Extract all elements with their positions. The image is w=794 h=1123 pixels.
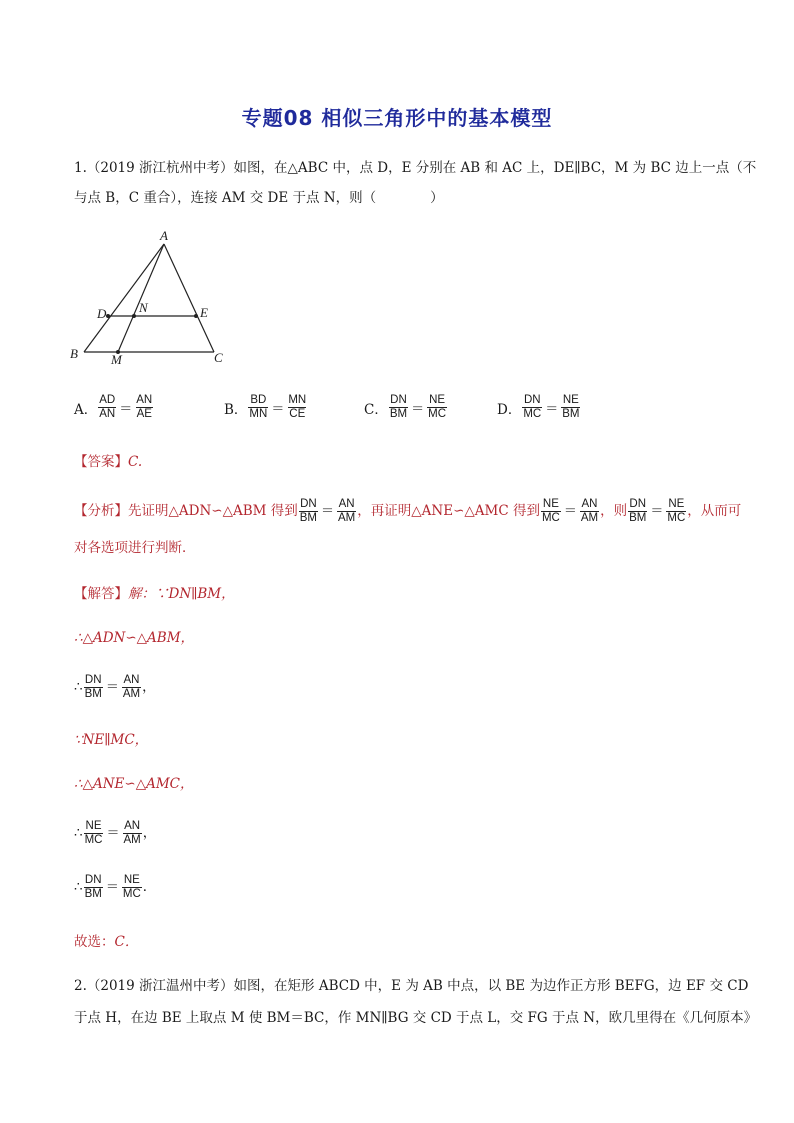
point-e bbox=[194, 314, 198, 318]
point-n bbox=[132, 314, 136, 318]
solution-first-step: 解：∵DN∥BM， bbox=[128, 586, 235, 602]
label-n: N bbox=[139, 300, 148, 315]
q1-stem-line2: 与点 B，C 重合），连接 AM 交 DE 于点 N，则（ ） bbox=[74, 190, 444, 206]
equals-sign: ＝ bbox=[105, 879, 119, 895]
equals-sign: ＝ bbox=[563, 503, 577, 519]
option-d-frac-left: $\frac{DN}{MC}$ bbox=[523, 394, 542, 420]
punctuation: ， bbox=[142, 679, 156, 695]
step-3: ∵NE∥MC， bbox=[74, 732, 149, 748]
analysis-text: 先证明△ADN∽△ABM 得到 bbox=[128, 503, 298, 519]
equals-sign: ＝ bbox=[271, 402, 285, 417]
step-frac: $\frac{DN}{BM}$ bbox=[84, 674, 102, 700]
answer-value: C. bbox=[128, 454, 143, 470]
option-a bbox=[74, 394, 154, 421]
therefore-symbol: ∴ bbox=[74, 679, 83, 695]
analysis-frac: $\frac{AN}{AM}$ bbox=[580, 498, 599, 524]
label-c: C bbox=[214, 350, 223, 365]
q1-stem-line1: 1.（2019 浙江杭州中考）如图，在△ABC 中，点 D，E 分别在 AB 和 AC 上，DE∥BC，M 为 BC 边上一点（不 bbox=[74, 160, 757, 176]
option-c-letter: C． bbox=[364, 401, 388, 418]
therefore-symbol: ∴ bbox=[74, 879, 83, 895]
step-frac: $\frac{NE}{MC}$ bbox=[122, 874, 141, 900]
option-a-frac-right: $\frac{AN}{AE}$ bbox=[136, 394, 153, 420]
q2-stem-line1: 2.（2019 浙江温州中考）如图，在矩形 ABCD 中，E 为 AB 中点，以 BE 为边作正方形 BEFG，边 EF 交 CD bbox=[74, 978, 749, 994]
label-b: B bbox=[70, 346, 78, 361]
label-m: M bbox=[111, 352, 122, 367]
option-b-letter: B． bbox=[224, 401, 248, 418]
step-1: ∴△ADN∽△ABM， bbox=[74, 630, 195, 646]
equals-sign: ＝ bbox=[105, 679, 119, 695]
option-c bbox=[364, 394, 448, 421]
choose-value: C． bbox=[114, 934, 139, 950]
analysis-frac: $\frac{NE}{MC}$ bbox=[541, 498, 560, 524]
segment-am bbox=[118, 244, 164, 352]
label-d: D bbox=[97, 306, 107, 321]
solution-label: 【解答】 bbox=[74, 586, 128, 602]
label-a: A bbox=[160, 228, 168, 243]
label-e: E bbox=[200, 305, 208, 320]
side-ab bbox=[84, 244, 164, 352]
option-b-frac-left: $\frac{BD}{MN}$ bbox=[249, 394, 268, 420]
choose-line bbox=[74, 932, 734, 952]
analysis-text: ，再证明△ANE∽△AMC 得到 bbox=[357, 503, 540, 519]
therefore-symbol: ∴ bbox=[74, 825, 83, 841]
analysis-frac: $\frac{AN}{AM}$ bbox=[338, 498, 356, 524]
option-b-frac-right: $\frac{MN}{CE}$ bbox=[288, 394, 307, 420]
equals-sign: ＝ bbox=[650, 503, 664, 519]
triangle-figure bbox=[60, 228, 240, 368]
option-a-frac-left: $\frac{AD}{AN}$ bbox=[99, 394, 116, 420]
analysis-line2: 对各选项进行判断． bbox=[74, 540, 196, 556]
punctuation: ， bbox=[142, 825, 157, 841]
answer-label: 【答案】 bbox=[74, 454, 128, 470]
option-c-frac-left: $\frac{DN}{BM}$ bbox=[389, 394, 408, 420]
analysis-text: ，从而可 bbox=[687, 503, 742, 519]
analysis-line1 bbox=[74, 496, 742, 527]
option-b bbox=[224, 394, 308, 421]
analysis-text: ，则 bbox=[600, 503, 628, 519]
q2-stem-line2: 于点 H，在边 BE 上取点 M 使 BM＝BC，作 MN∥BG 交 CD 于点 L，交 FG 于点 N，欧几里得在《几何原本》 bbox=[74, 1010, 758, 1026]
choose-label: 故选： bbox=[74, 934, 115, 950]
equals-sign: ＝ bbox=[321, 503, 335, 519]
step-6 bbox=[74, 872, 734, 903]
step-4: ∴△ANE∽△AMC， bbox=[74, 776, 194, 792]
step-frac: $\frac{AN}{AM}$ bbox=[123, 820, 141, 846]
analysis-frac: $\frac{NE}{MC}$ bbox=[667, 498, 686, 524]
equals-sign: ＝ bbox=[411, 402, 425, 417]
option-d-frac-right: $\frac{NE}{BM}$ bbox=[562, 394, 580, 420]
equals-sign: ＝ bbox=[545, 402, 559, 417]
option-d bbox=[497, 394, 581, 421]
equals-sign: ＝ bbox=[119, 402, 133, 417]
equals-sign: ＝ bbox=[106, 825, 120, 841]
step-2 bbox=[74, 672, 734, 703]
answer-line bbox=[74, 452, 734, 472]
solution-line bbox=[74, 584, 734, 604]
step-5 bbox=[74, 818, 734, 849]
page-title: 专题08 相似三角形中的基本模型 bbox=[241, 106, 553, 130]
option-c-frac-right: $\frac{NE}{MC}$ bbox=[428, 394, 446, 420]
point-d bbox=[106, 314, 110, 318]
side-ac bbox=[164, 244, 214, 352]
step-frac: $\frac{NE}{MC}$ bbox=[84, 820, 103, 846]
step-frac: $\frac{DN}{BM}$ bbox=[84, 874, 102, 900]
option-a-letter: A． bbox=[74, 401, 98, 418]
option-d-letter: D． bbox=[497, 401, 522, 418]
analysis-label: 【分析】 bbox=[74, 503, 128, 519]
step-frac: $\frac{AN}{AM}$ bbox=[122, 674, 141, 700]
analysis-frac: $\frac{DN}{BM}$ bbox=[299, 498, 317, 524]
analysis-frac: $\frac{DN}{BM}$ bbox=[629, 498, 647, 524]
punctuation: ． bbox=[142, 879, 157, 895]
